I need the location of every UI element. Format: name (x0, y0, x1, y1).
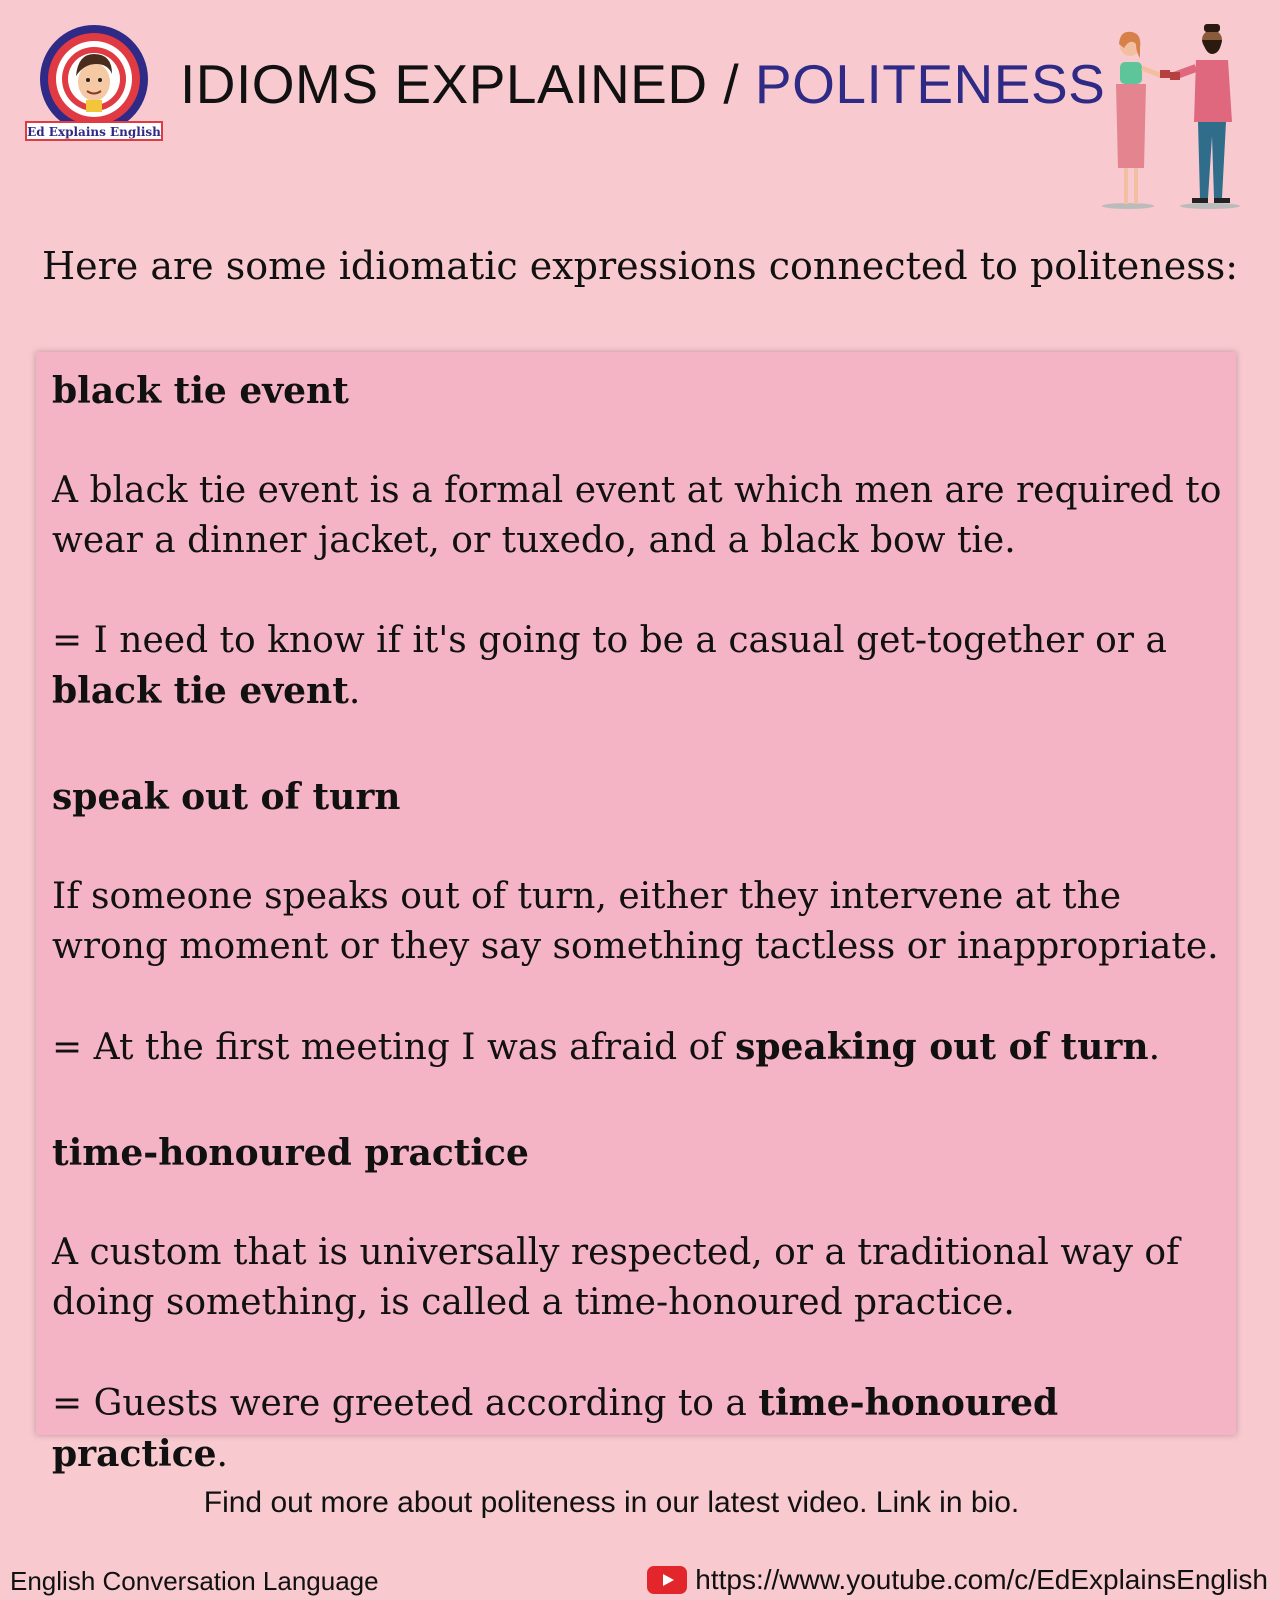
example-highlight: speaking out of turn (735, 1026, 1149, 1068)
example-end: . (216, 1434, 228, 1475)
svg-text:Ed Explains English: Ed Explains English (27, 125, 161, 139)
idioms-card (36, 352, 1236, 1475)
ed-explains-english-logo (24, 24, 164, 149)
example-text: = At the first meeting I was afraid of (52, 1027, 736, 1068)
example-end: . (1148, 1027, 1161, 1068)
example-text: = I need to know if it's going to be a casual get-together or a (52, 620, 1167, 661)
youtube-icon (647, 1566, 687, 1594)
idiom-example (52, 616, 1226, 717)
idiom-example (52, 1378, 1226, 1480)
idiom-definition: If someone speaks out of turn, either they intervene at the wrong moment or they say something tactless or inappropriate. (52, 876, 1219, 967)
youtube-url[interactable]: https://www.youtube.com/c/EdExplainsEnglish (695, 1564, 1268, 1595)
people-illustration (1100, 18, 1260, 218)
example-highlight: time-honoured practice (52, 1382, 1059, 1475)
idiom-entry (52, 772, 1226, 1073)
idiom-entry (52, 366, 1226, 717)
title-main: IDIOMS EXPLAINED / (180, 53, 755, 115)
idiom-entry (52, 1128, 1226, 1480)
idiom-heading: time-honoured practice (52, 1132, 529, 1174)
idiom-definition: A custom that is universally respected, or a traditional way of doing something, is called a time-honoured practice. (52, 1232, 1180, 1323)
idiom-heading: black tie event (52, 370, 349, 412)
idiom-heading: speak out of turn (52, 776, 401, 818)
intro-text: Here are some idiomatic expressions connected to politeness: (42, 244, 1238, 288)
idiom-definition: A black tie event is a formal event at which men are required to wear a dinner jacket, or tuxedo, and a black bow tie. (52, 470, 1222, 561)
example-text: = Guests were greeted according to a (52, 1383, 759, 1424)
example-end: . (348, 671, 361, 712)
footer-cta: Find out more about politeness in our latest video. Link in bio. (203, 1486, 1020, 1519)
page-title (180, 52, 1105, 116)
youtube-link[interactable] (647, 1564, 1268, 1596)
footer-left-text: English Conversation Language (10, 1566, 379, 1596)
example-highlight: black tie event (52, 670, 349, 712)
title-accent: POLITENESS (754, 53, 1106, 115)
idiom-example (52, 1022, 1226, 1073)
